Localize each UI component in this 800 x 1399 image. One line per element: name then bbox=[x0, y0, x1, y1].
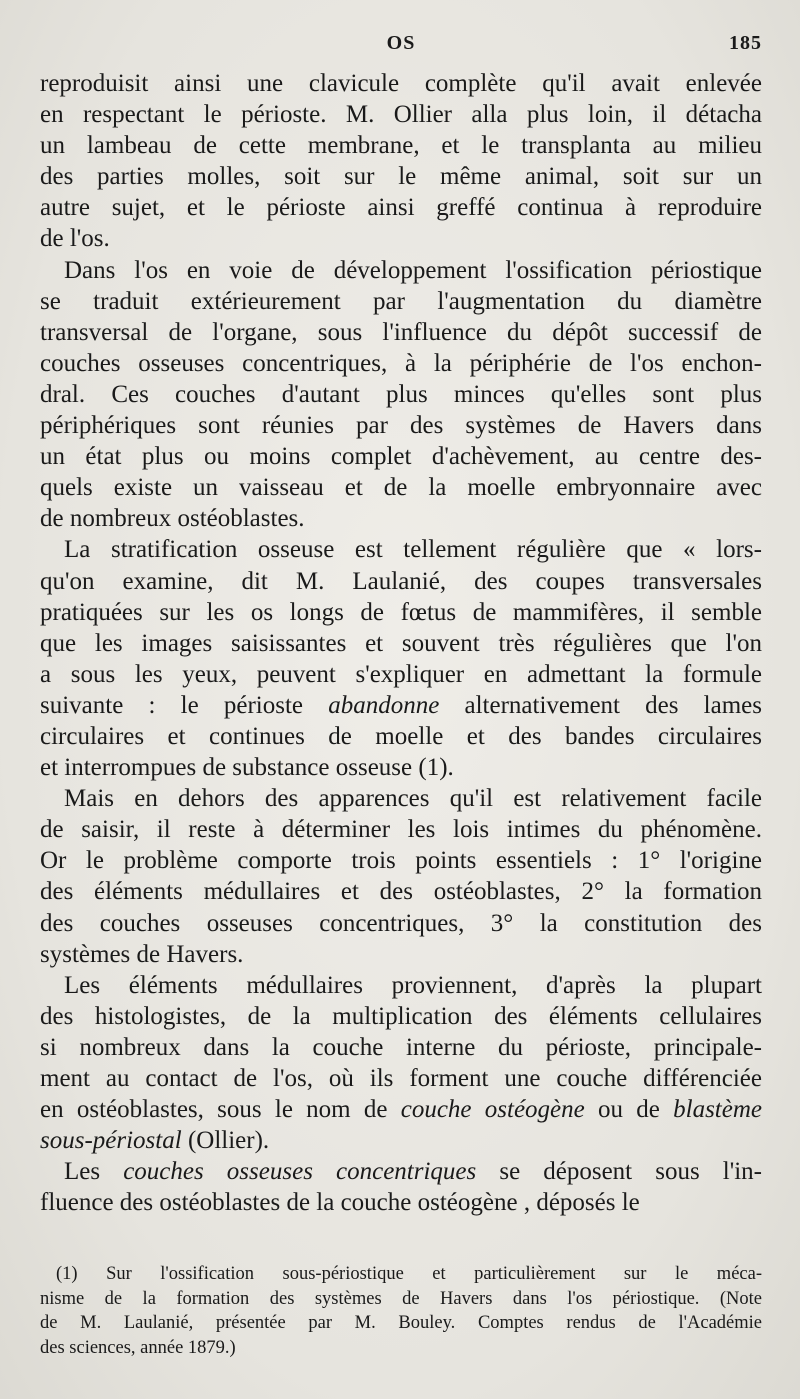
text-line: reproduisit ainsi une clavicule complète qu'il avait enlevée bbox=[40, 70, 762, 97]
italic-text: blastème bbox=[673, 1096, 762, 1124]
text-line: dral. Ces couches d'autant plus minces qu'elles sont plus bbox=[40, 380, 762, 408]
page-number: 185 bbox=[729, 32, 762, 54]
text-line: ment au contact de l'os, où ils forment une couche différenciée bbox=[40, 1065, 762, 1092]
text-line: suivante : le périoste abandonne alternativement des lames bbox=[40, 691, 762, 719]
text-line: La stratification osseuse est tellement régulière que « lors- bbox=[64, 536, 762, 564]
text-line: pratiquées sur les os longs de fœtus de mammifères, il semble bbox=[40, 598, 762, 626]
page-header bbox=[40, 30, 762, 60]
body-text bbox=[40, 68, 762, 1218]
text-line: Les éléments médullaires proviennent, d'après la plupart bbox=[64, 971, 762, 999]
text-line: des éléments médullaires et des ostéoblastes, 2° la formation bbox=[40, 878, 762, 906]
running-title: OS bbox=[386, 32, 416, 54]
text-line: un lambeau de cette membrane, et le transplanta au milieu bbox=[40, 132, 762, 160]
text-line: Dans l'os en voie de développement l'ossification périostique bbox=[64, 256, 762, 284]
text-line: circulaires et continues de moelle et des bandes circulaires bbox=[40, 722, 762, 750]
text-line: en respectant le périoste. M. Ollier alla plus loin, il détacha bbox=[40, 101, 762, 129]
text-line: que les images saisissantes et souvent très régulières que l'on bbox=[40, 629, 762, 657]
paragraph bbox=[40, 970, 762, 1157]
text-line: se traduit extérieurement par l'augmentation du diamètre bbox=[40, 287, 762, 315]
footnotes bbox=[40, 1262, 762, 1360]
text-line: de l'os. bbox=[40, 225, 110, 253]
text-line: a sous les yeux, peuvent s'expliquer en admettant la formule bbox=[40, 660, 762, 688]
text-line: de nombreux ostéoblastes. bbox=[40, 505, 305, 533]
text-line: des histologistes, de la multiplication des éléments cellulaires bbox=[40, 1002, 762, 1030]
footnote-line: de M. Laulanié, présentée par M. Bouley. Comptes rendus de l'Académie bbox=[40, 1313, 762, 1333]
text-line: Or le problème comporte trois points essentiels : 1° l'origine bbox=[40, 847, 762, 875]
paragraph bbox=[40, 534, 762, 783]
text-line: qu'on examine, dit M. Laulanié, des coupes transversales bbox=[40, 567, 762, 595]
text-line: sous-périostal (Ollier). bbox=[40, 1127, 270, 1155]
footnote-line: nisme de la formation des systèmes de Havers dans l'os périostique. (Note bbox=[40, 1288, 762, 1309]
text-line: des parties molles, soit sur le même animal, soit sur un bbox=[40, 163, 762, 191]
italic-text: sous-périostal bbox=[40, 1127, 182, 1155]
text-line: transversal de l'organe, sous l'influence du dépôt successif de bbox=[40, 318, 762, 346]
text-line: fluence des ostéoblastes de la couche ostéogène , déposés le bbox=[40, 1189, 640, 1217]
text-line: si nombreux dans la couche interne du périoste, principale- bbox=[40, 1033, 762, 1061]
italic-text: couches osseuses concentriques bbox=[123, 1158, 477, 1186]
text-line: et interrompues de substance osseuse (1). bbox=[40, 754, 454, 782]
text-line: systèmes de Havers. bbox=[40, 940, 244, 968]
text-line: de saisir, il reste à déterminer les lois intimes du phénomène. bbox=[40, 816, 762, 844]
italic-text: abandonne bbox=[328, 691, 440, 719]
text-line: un état plus ou moins complet d'achèvement, au centre des- bbox=[40, 443, 762, 471]
text-line: couches osseuses concentriques, à la périphérie de l'os enchon- bbox=[40, 349, 762, 377]
italic-text: couche ostéogène bbox=[400, 1096, 585, 1124]
text-line: quels existe un vaisseau et de la moelle embryonnaire avec bbox=[40, 474, 762, 502]
paragraph bbox=[40, 1156, 762, 1218]
text-line: autre sujet, et le périoste ainsi greffé continua à reproduire bbox=[40, 194, 762, 222]
footnote-line: des sciences, année 1879.) bbox=[40, 1337, 236, 1358]
footnote-line: (1) Sur l'ossification sous-périostique et particulièrement sur le méca- bbox=[56, 1264, 762, 1284]
text-line: périphériques sont réunies par des systèmes de Havers dans bbox=[40, 412, 762, 440]
paragraph bbox=[40, 68, 762, 255]
text-line: des couches osseuses concentriques, 3° la constitution des bbox=[40, 909, 762, 937]
text-line: Mais en dehors des apparences qu'il est relativement facile bbox=[64, 785, 762, 813]
text-line: Les couches osseuses concentriques se déposent sous l'in- bbox=[64, 1158, 762, 1186]
text-line: en ostéoblastes, sous le nom de couche ostéogène ou de blastème bbox=[40, 1096, 762, 1124]
paragraph bbox=[40, 783, 762, 970]
paragraph bbox=[40, 255, 762, 535]
